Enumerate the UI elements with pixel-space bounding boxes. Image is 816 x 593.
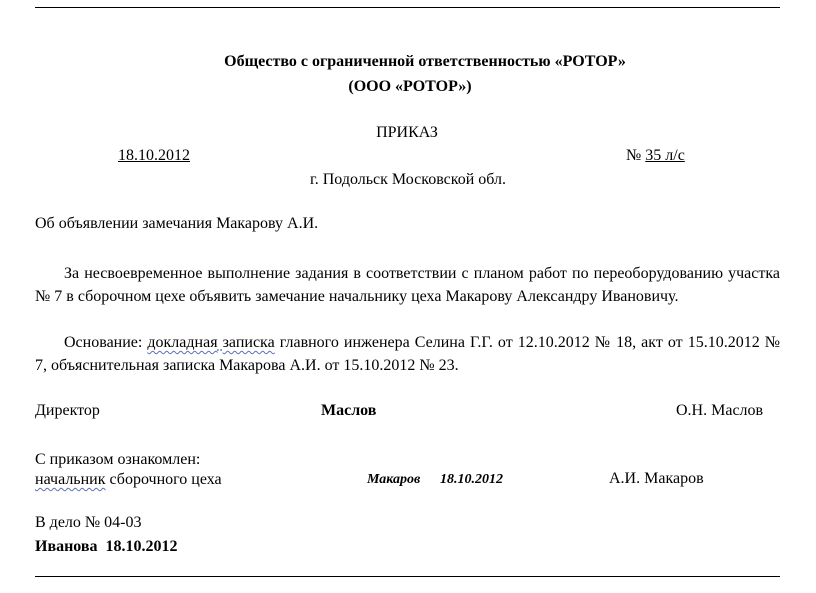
acknowledgement-label: С приказом ознакомлен: <box>35 451 201 468</box>
acknowledgement-name: А.И. Макаров <box>609 470 704 487</box>
acknowledgement-date: 18.10.2012 <box>440 472 503 487</box>
director-position: Директор <box>35 402 100 419</box>
acknowledgement-position-word: начальник <box>35 471 106 488</box>
order-city: г. Подольск Московской обл. <box>309 171 507 188</box>
organization-full-name: Общество с ограниченной ответственностью «РОТОР» <box>224 53 626 70</box>
basis-word-2: записка <box>222 334 275 351</box>
director-signature: Маслов <box>321 402 377 419</box>
order-number-value: 35 л/с <box>645 147 685 164</box>
filing-date: 18.10.2012 <box>105 538 178 555</box>
acknowledgement-position <box>35 470 222 490</box>
filing-clerk <box>35 537 178 557</box>
filing-note: В дело № 04-03 <box>35 514 142 531</box>
order-number-prefix: № <box>626 147 646 164</box>
basis-word-1: докладная <box>147 334 218 351</box>
body-paragraph-1-text: За несвоевременное выполнение задания в соответствии с планом работ по переоборудованию участка № 7 в сборочном цехе объявить замечание начальнику цеха Макарову Александру Ивановичу. <box>35 265 780 305</box>
organization-short-name: (ООО «РОТОР») <box>348 78 472 95</box>
bottom-divider <box>35 576 780 577</box>
top-divider <box>35 7 780 8</box>
order-date: 18.10.2012 <box>118 147 190 164</box>
filing-clerk-name: Иванова <box>35 538 98 555</box>
director-name: О.Н. Маслов <box>676 402 764 419</box>
body-paragraph-basis <box>35 331 780 377</box>
acknowledgement-position-rest: сборочного цеха <box>105 471 222 488</box>
basis-rest: главного инженера Селина Г.Г. от 12.10.2012 № 18, акт от 15.10.2012 № 7, объяснительная записка Макарова А.И. от 15.10.2012 № 23. <box>35 334 781 374</box>
order-subject: Об объявлении замечания Макарову А.И. <box>35 215 319 232</box>
body-paragraph-1 <box>35 262 780 308</box>
document-title: ПРИКАЗ <box>376 124 438 141</box>
order-number <box>626 146 685 166</box>
basis-label: Основание: <box>64 334 148 351</box>
acknowledgement-signature: Макаров <box>367 472 421 487</box>
